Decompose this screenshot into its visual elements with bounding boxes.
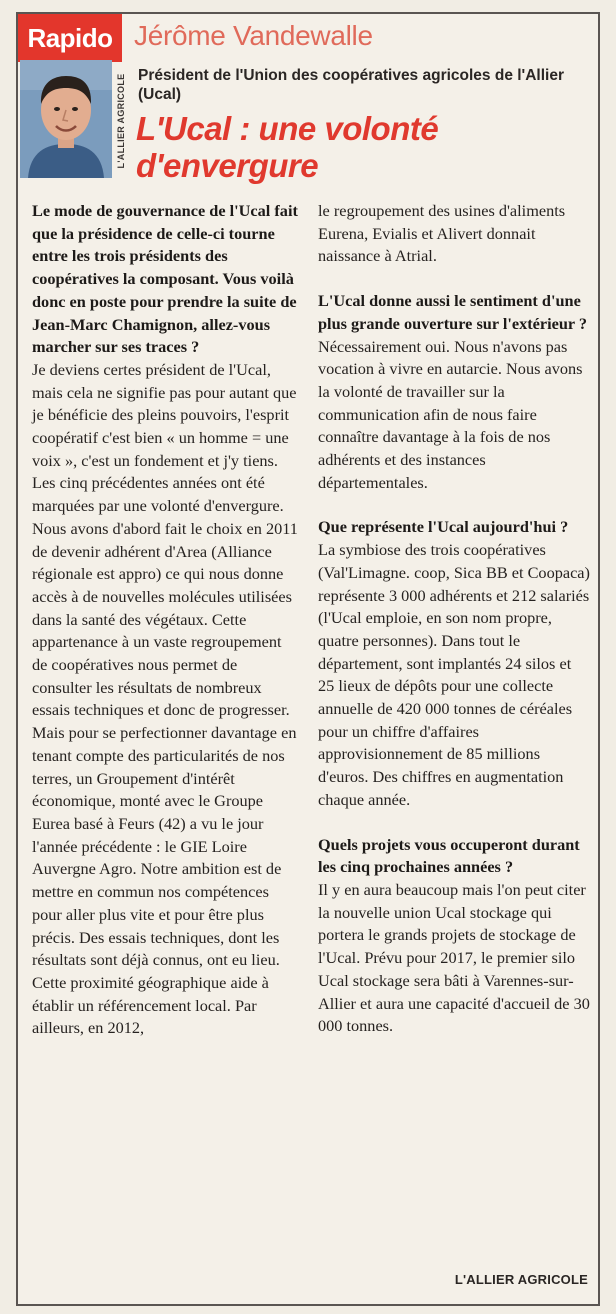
interview-question: Le mode de gouvernance de l'Ucal fait que la présidence de celle-ci tourne entre les trois présidents des coopératives la composant. Vous voilà donc en poste pour prendre la suite de Jean-Marc Chamignon, allez-vous marcher sur ses traces ?: [32, 201, 298, 357]
header-band: [18, 14, 598, 64]
interview-answer: Les cinq précédentes années ont été marquées par une volonté d'envergure. Nous avons d'abord fait le choix en 2011 de devenir adhérent d'Area (Alliance régionale est appro) ce qui nous donne accès à de nouvelles molécules utilisées dans la santé des végétaux. Cette appartenance à un vaste regroupement de coopératives nous permet de consulter les résultats de nombreux essais techniques et donc de progresser.: [32, 473, 298, 720]
paragraph-gap: [318, 268, 590, 290]
interviewee-title: Président de l'Union des coopératives agricoles de l'Allier (Ucal): [138, 67, 565, 103]
headline: L'Ucal : une volonté d'envergure: [136, 110, 439, 184]
interview-answer: Je deviens certes président de l'Ucal, mais cela ne signifie pas pour autant que je bénéficie des pleins pouvoirs, l'esprit coopératif c'est bien « un homme = une voix », c'est un fondement et j'y tiens.: [32, 359, 297, 470]
interview-question: Quels projets vous occuperont durant les cinq prochaines années ?: [318, 834, 580, 877]
interview-answer: Mais pour se perfectionner davantage en tenant compte des particularités de nos terres, un Groupement d'intérêt économique, monté avec le Groupe Eurea basé à Feurs (42) a vu le jour l'année précédente : le GIE Loire Auvergne Agro. Notre ambition est de mettre en commun nos compétences pour aller plus vite et pour être plus précis. Des essais techniques, dont les résultats sont déjà connus, ont eu lieu. Cette proximité géographique aide à établir un référencement local. Par ailleurs, en 2012,: [32, 723, 297, 1038]
rapido-badge: Rapido: [18, 14, 122, 62]
left-column: [32, 200, 298, 1040]
interview-question: L'Ucal donne aussi le sentiment d'une plus grande ouverture sur l'extérieur ?: [318, 291, 588, 333]
vertical-source-label: [112, 62, 130, 180]
vertical-source-text: L'ALLIER AGRICOLE: [116, 73, 126, 169]
interview-answer: Nécessairement oui. Nous n'avons pas vocation à vivre en autarcie. Nous avons la volonté de travailler sur la communication afin de nous faire connaître davantage à la fois de nos adhérents et des instances départementales.: [318, 336, 583, 492]
paragraph-gap: [318, 494, 590, 516]
article-frame: [16, 12, 600, 1306]
portrait-illustration: [20, 60, 112, 178]
footer-source: L'ALLIER AGRICOLE: [454, 1272, 588, 1287]
right-column: [318, 200, 590, 1038]
person-name: Jérôme Vandewalle: [134, 20, 373, 51]
interview-answer: le regroupement des usines d'aliments Eurena, Evialis et Alivert donnait naissance à Atrial.: [318, 201, 566, 266]
portrait-photo: [20, 60, 112, 178]
interview-answer: La symbiose des trois coopératives (Val'Limagne. coop, Sica BB et Coopaca) représente 3 000 adhérents et 212 salariés (l'Ucal emploie, en son nom propre, quatre personnes). Dans tout le département, sont implantés 24 silos et 25 lieux de dépôts pour une collecte annuelle de 420 000 tonnes de céréales pour un chiffre d'affaires approvisionnement de 85 millions d'euros. Des chiffres en augmentation chaque année.: [318, 540, 590, 809]
paragraph-gap: [318, 812, 590, 834]
interview-answer: Il y en aura beaucoup mais l'on peut citer la nouvelle union Ucal stockage qui portera le grands projets de stockage de l'Ucal. Prévu pour 2017, le premier silo Ucal stockage sera bâti à Varennes-sur-Allier et aura une capacité d'accueil de 30 000 tonnes.: [318, 879, 590, 1036]
interview-question: Que représente l'Ucal aujourd'hui ?: [318, 517, 569, 537]
